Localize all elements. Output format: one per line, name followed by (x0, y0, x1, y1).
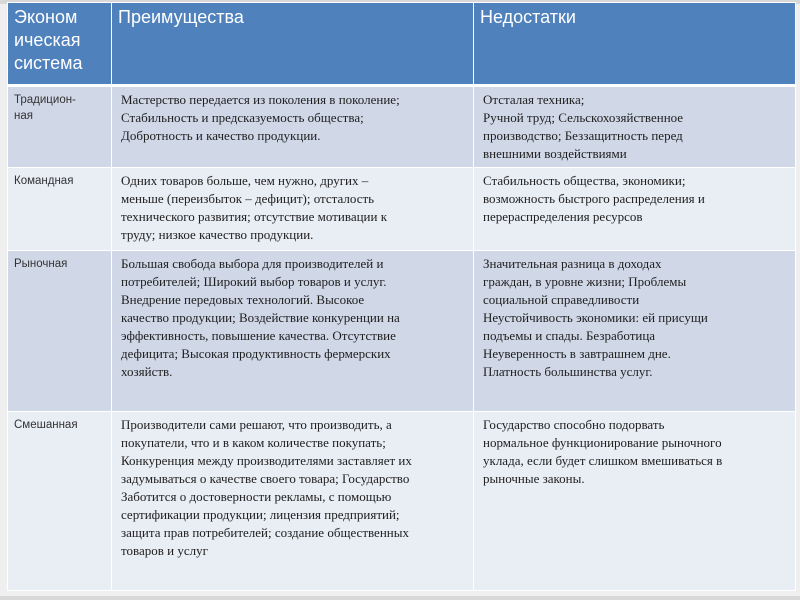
disadvantages-cell (474, 168, 796, 251)
advantages-text: Производители сами решают, что производить, а покупатели, что и в каком количестве покупать; Конкуренция между производителями заставляет их задумываться о качестве своего товара; Государство Заботится о достоверности рекламы, с помощью сертификации продукции; лицензия предприятий; защита прав потребителей; создание общественных товаров и услуг (121, 417, 412, 558)
disadvantages-cell (474, 251, 796, 412)
advantages-text: Мастерство передается из поколения в поколение; Стабильность и предсказуемость общества; Добротность и качество продукции. (121, 92, 400, 143)
advantages-cell (112, 168, 474, 251)
header-system: Эконом ическая система (8, 3, 112, 86)
advantages-cell (112, 412, 474, 591)
table-row-mixed (8, 412, 796, 591)
table-row-market (8, 251, 796, 412)
system-cell (8, 251, 112, 412)
header-disadvantages: Недостатки (474, 3, 796, 86)
system-label: Командная (14, 175, 74, 187)
disadvantages-text: Государство способно подорвать нормальное функционирование рыночного уклада, если будет слишком вмешиваться в рыночные законы. (483, 417, 723, 486)
system-cell (8, 86, 112, 168)
advantages-text: Большая свобода выбора для производителей и потребителей; Широкий выбор товаров и услуг. Внедрение передовых технологий. Высокое качество продукции; Воздействие конкуренции на эффективность, повышение качества. Отсутствие дефицита; Высокая продуктивность фермерских хозяйств. (121, 256, 400, 379)
disadvantages-text: Отсталая техника; Ручной труд; Сельскохозяйственное производство; Беззащитность перед внешними воздействиями (483, 92, 684, 161)
system-cell (8, 412, 112, 591)
disadvantages-text: Значительная разница в доходах граждан, в уровне жизни; Проблемы социальной справедливости Неустойчивость экономики: ей присущи подъемы и спады. Безработица Неуверенность в завтрашнем дне. Платность большинства услуг. (483, 256, 708, 379)
disadvantages-text: Стабильность общества, экономики; возможность быстрого распределения и перераспределения ресурсов (483, 173, 705, 224)
system-label: Смешанная (14, 419, 78, 431)
advantages-text: Одних товаров больше, чем нужно, других – меньше (переизбыток – дефицит); отсталость технического развития; отсутствие мотивации к труду; низкое качество продукции. (121, 173, 388, 242)
system-cell (8, 168, 112, 251)
system-label: Традицион- ная (14, 94, 76, 122)
advantages-cell (112, 86, 474, 168)
header-row (8, 3, 796, 86)
disadvantages-cell (474, 412, 796, 591)
table-row-traditional (8, 86, 796, 168)
advantages-cell (112, 251, 474, 412)
bottom-border (0, 596, 800, 600)
header-advantages: Преимущества (112, 3, 474, 86)
table-row-command (8, 168, 796, 251)
disadvantages-cell (474, 86, 796, 168)
economic-systems-table (7, 2, 796, 591)
system-label: Рыночная (14, 258, 68, 270)
